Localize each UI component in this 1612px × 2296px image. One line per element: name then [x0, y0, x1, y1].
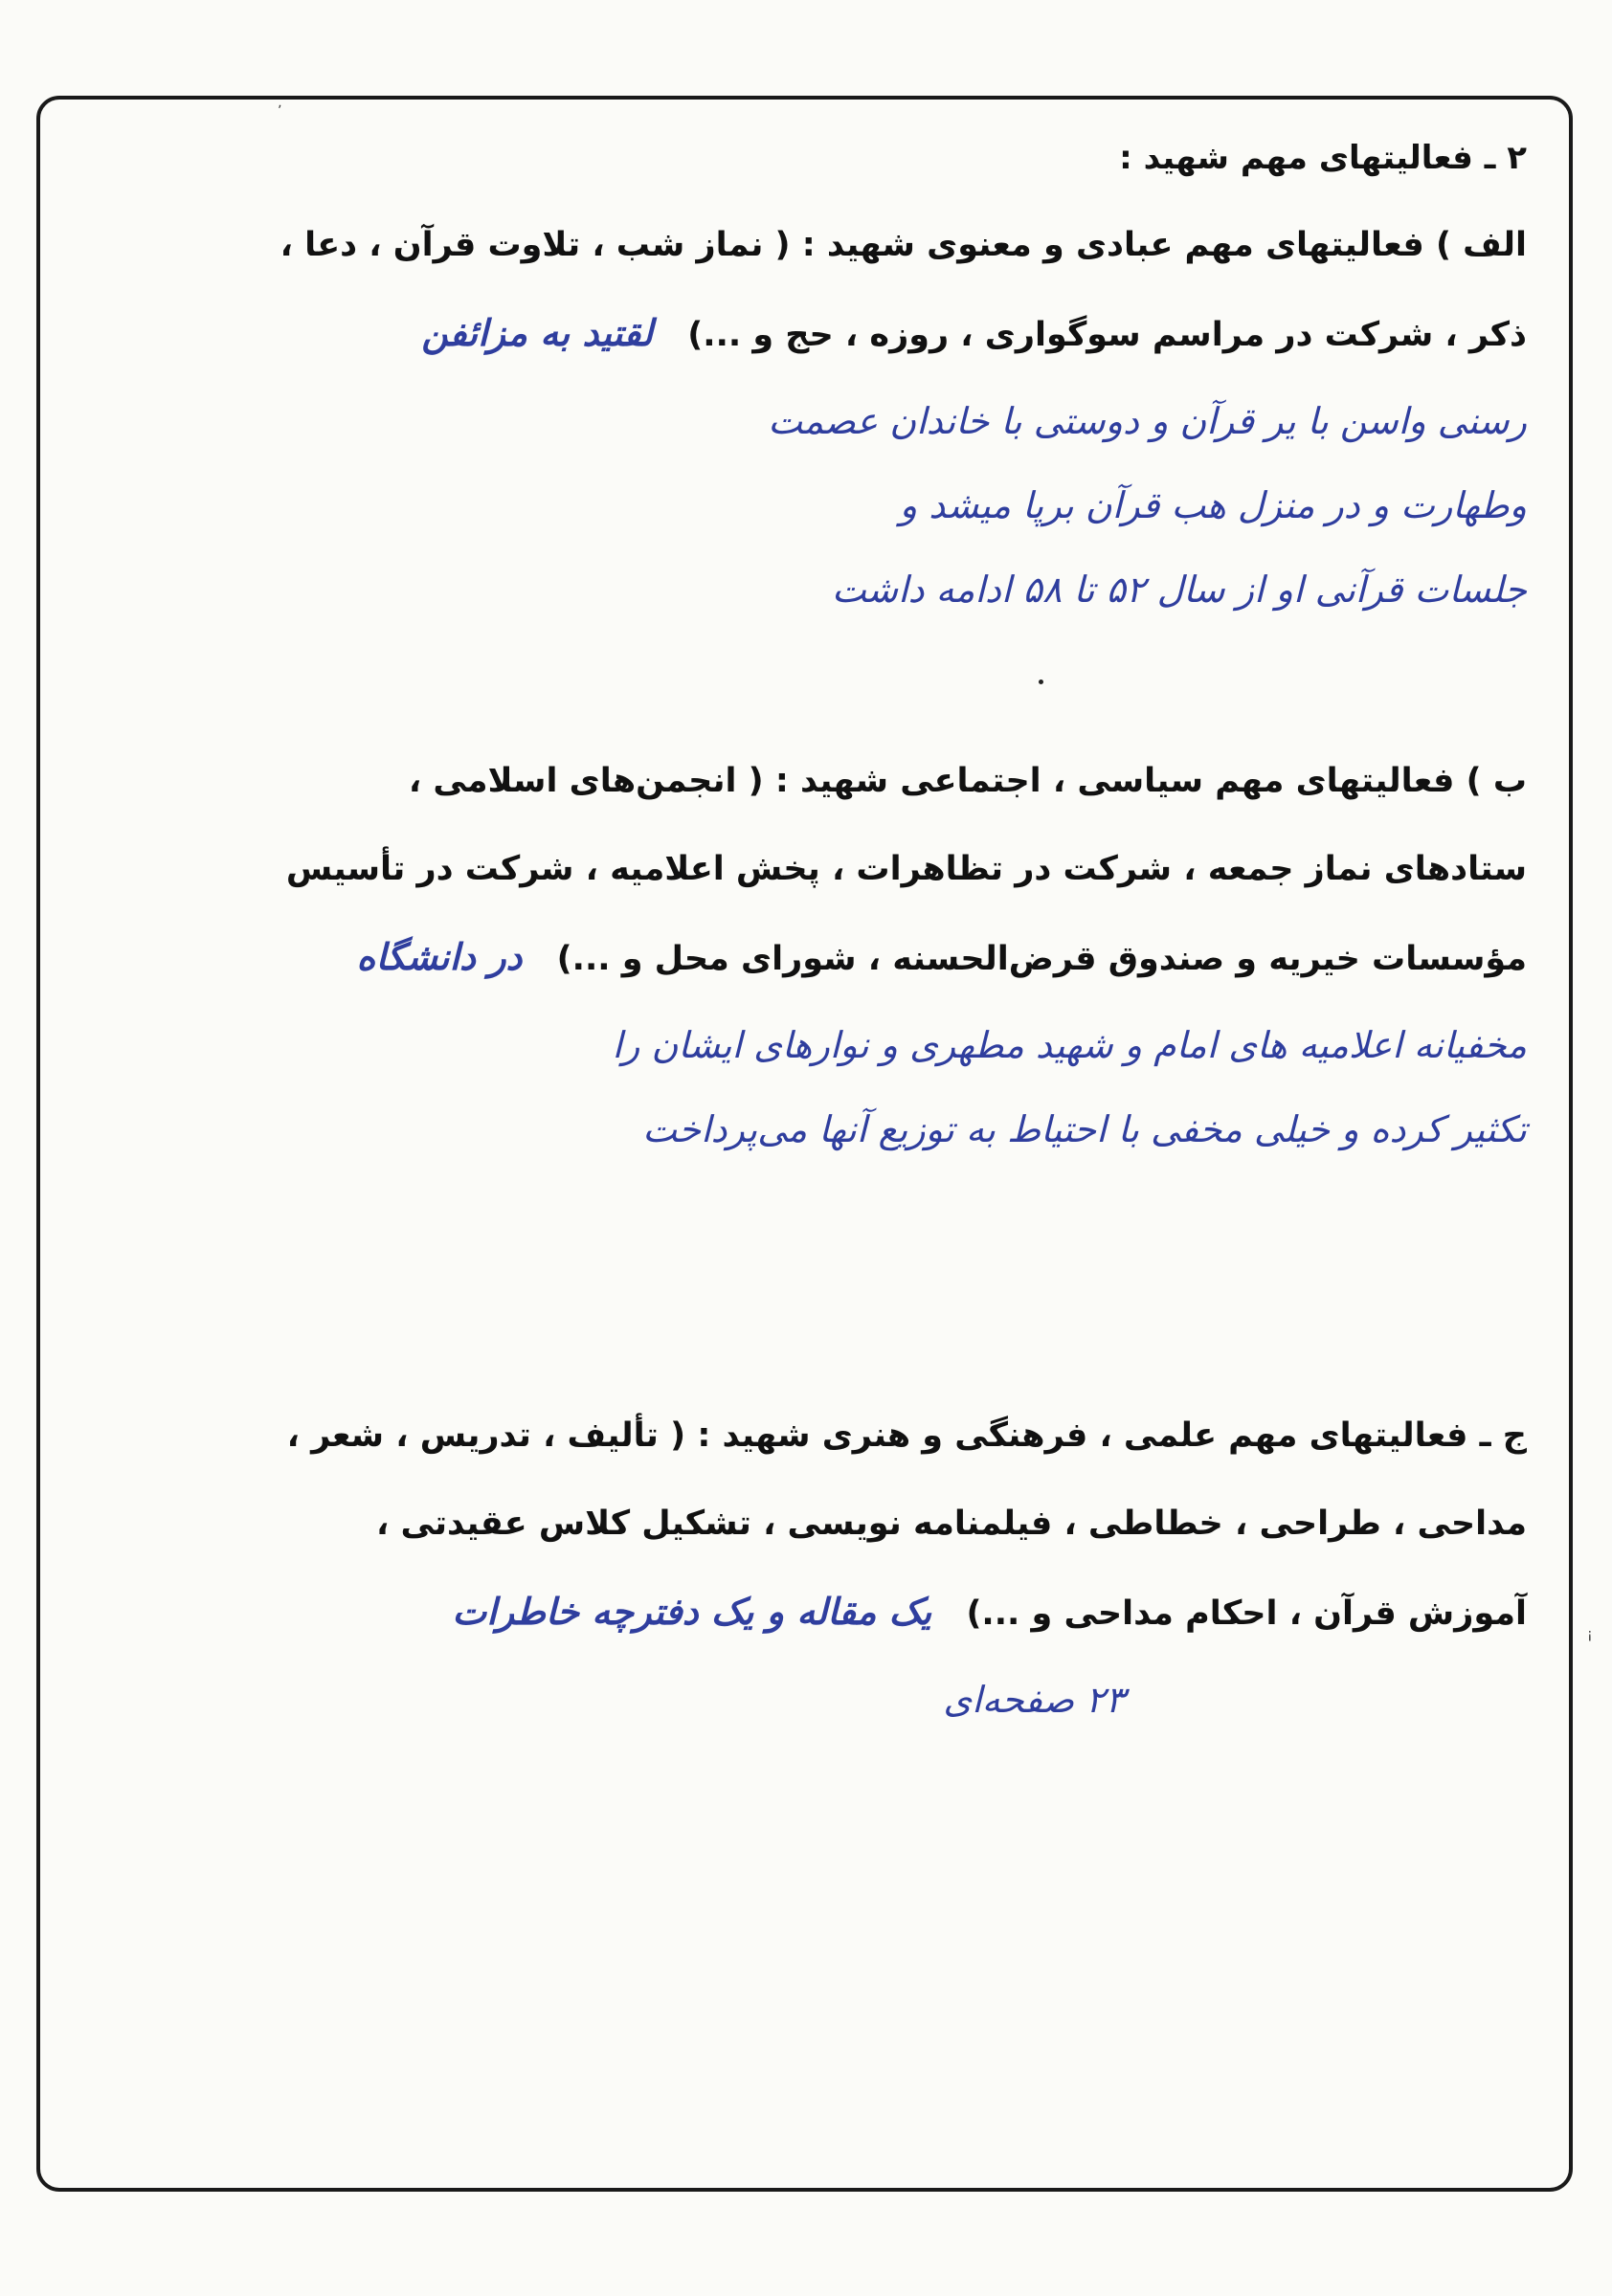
section-c-line-1: ج ـ فعالیتهای مهم علمی ، فرهنگی و هنری شهید : ( تألیف ، تدریس ، شعر ،: [286, 1416, 1527, 1455]
section-b-handwritten-inline: در دانشگاه: [356, 935, 523, 978]
section-b-line-3-text: مؤسسات خیریه و صندوق قرض‌الحسنه ، شورای محل و ...): [556, 940, 1527, 978]
section-c-line-2: مداحی ، طراحی ، خطاطی ، فیلمنامه نویسی ، تشکیل کلاس عقیدتی ،: [376, 1505, 1527, 1543]
section-a: [91, 201, 1527, 632]
section-a-line-1: الف ) فعالیتهای مهم عبادی و معنوی شهید : ( نماز شب ، تلاوت قرآن ، دعا ،: [280, 226, 1527, 264]
section-c-line-3: [91, 1568, 1527, 1658]
section-title: ۲ ـ فعالیتهای مهم شهید :: [1119, 139, 1527, 177]
section-a-handwritten-inline: لقتید به مزائفن: [421, 311, 654, 354]
edge-mark: ¡: [1587, 1627, 1593, 1642]
section-b-line-1: ب ) فعالیتهای مهم سیاسی ، اجتماعی شهید : ( انجمن‌های اسلامی ،: [408, 762, 1527, 800]
document-content: [91, 134, 1527, 1742]
spacer: [91, 632, 1527, 737]
spacer: [91, 1171, 1527, 1392]
section-b-line-3: [91, 913, 1527, 1003]
pen-mark: ʼ: [278, 103, 282, 119]
section-b-handwritten-1: مخفیانه اعلامیه های امام و شهید مطهری و نوارهای ایشان را: [612, 1024, 1527, 1066]
section-c-handwritten-1: ۲۳ صفحه‌ای: [943, 1679, 1125, 1721]
section-a-handwritten-3: جلسات قرآنی او از سال ۵۲ تا ۵۸ ادامه داشت: [831, 568, 1527, 611]
section-b-line-2: ستادهای نماز جمعه ، شرکت در تظاهرات ، پخش اعلامیه ، شرکت در تأسیس: [285, 850, 1527, 888]
section-a-handwritten-2: وطهارت و در منزل هب قرآن برپا میشد و: [899, 484, 1527, 526]
section-b-handwritten-2: تکثیر کرده و خیلی مخفی با احتیاط به توزیع آنها می‌پرداخت: [642, 1108, 1527, 1150]
section-c-handwritten-inline: یک مقاله و یک دفترچه خاطرات: [452, 1590, 932, 1633]
section-a-line-2-text: ذکر ، شرکت در مراسم سوگواری ، روزه ، حج و ...): [687, 316, 1527, 354]
section-a-line-2: [91, 289, 1527, 379]
section-a-handwritten-1: رسنی واسن با یر قرآن و دوستی با خاندان عصمت: [768, 400, 1527, 442]
section-c: [91, 1392, 1527, 1742]
section-b: [91, 737, 1527, 1171]
section-c-line-3-text: آموزش قرآن ، احکام مداحی و ...): [966, 1594, 1527, 1633]
